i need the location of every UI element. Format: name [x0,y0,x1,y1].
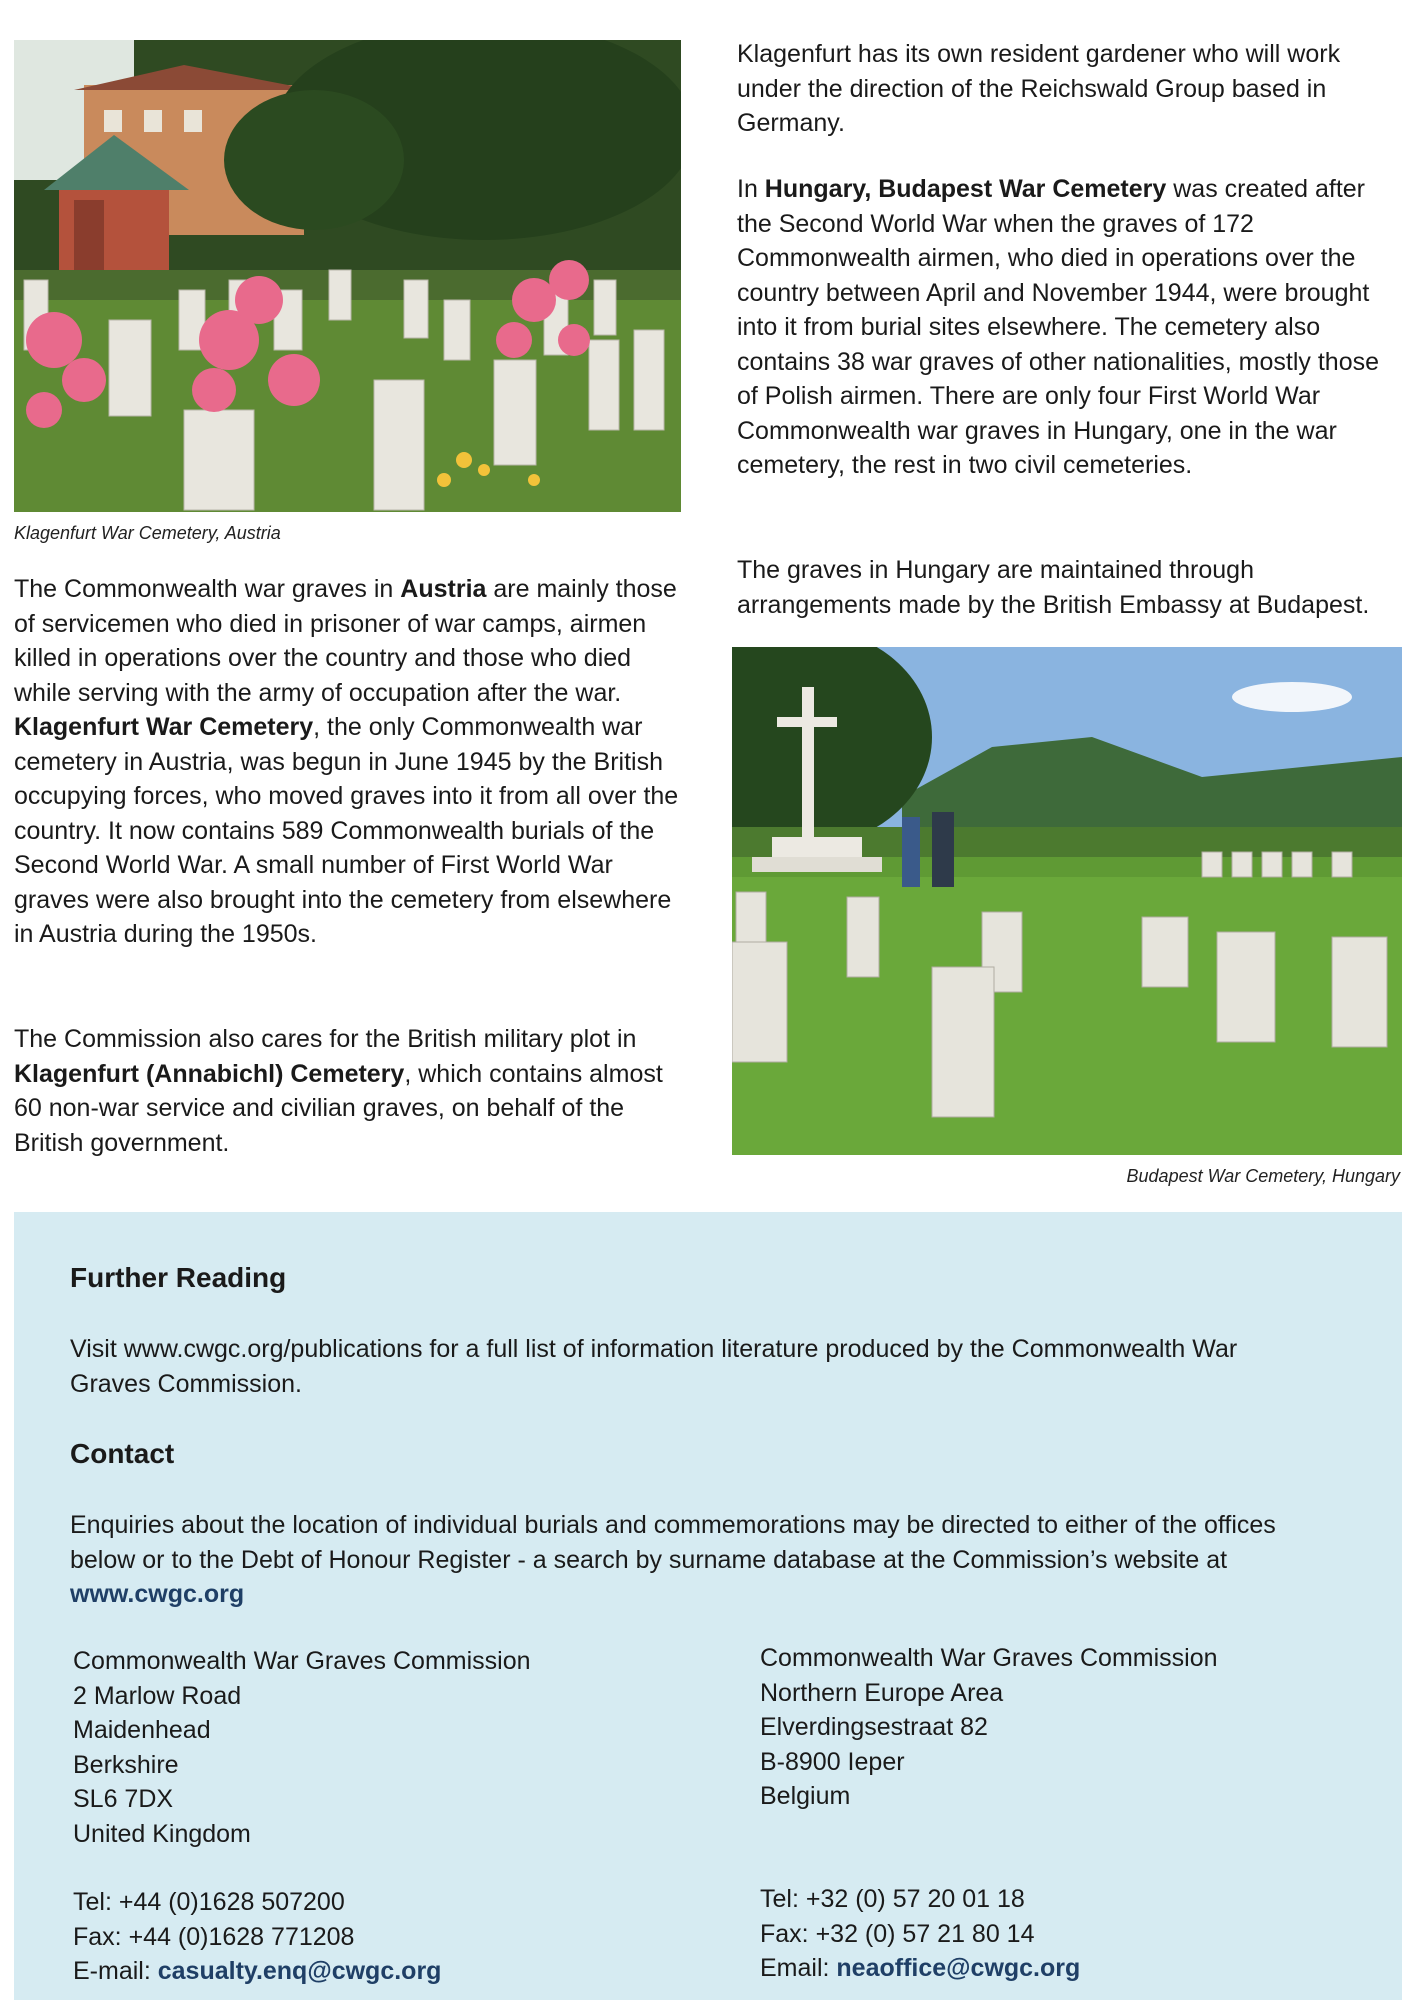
office-be-line: Northern Europe Area [760,1678,1004,1707]
office-uk-tel: Tel: +44 (0)1628 507200 [73,1888,345,1916]
office-uk-line: United Kingdom [73,1819,251,1848]
office-be-line: Belgium [760,1782,851,1810]
hungary-bold: Hungary, Budapest War Cemetery [764,175,1167,203]
contact-text: Enquiries about the location of individual burials and commemorations may be directed to either of the offices below or to the Debt of Honour Register - a search by surname database at the Commission’s website at www.cwgc.org [70,1511,1276,1608]
office-be-tel: Tel: +32 (0) 57 20 01 18 [760,1885,1025,1913]
contact-heading: Contact [70,1438,175,1469]
further-reading-text: Visit www.cwgc.org/publications for a full list of information literature produced by the Commonwealth War Graves Commission. [70,1335,1238,1398]
office-be-contact [760,1882,1380,1986]
office-be-line: B-8900 Ieper [760,1747,905,1776]
gardener-paragraph: Klagenfurt has its own resident gardener who will work under the direction of the Reichswald Group based in Germany. [737,40,1341,137]
office-be-address [760,1641,1380,1814]
austria-paragraph: The Commonwealth war graves in Austria are mainly those of servicemen who died in prisoner of war camps, airmen killed in operations over the country and those who died while serving with the army of occupation after the war. Klagenfurt War Cemetery, the only Commonwealth war cemetery in Austria, was begun in June 1945 by the British occupying forces, who moved graves into it from all over the country. It now contains 589 Commonwealth burials of the Second World War. A small number of First World War graves were also brought into the cemetery from elsewhere in Austria during the 1950s. [14,575,679,948]
hungary-paragraph: In Hungary, Budapest War Cemetery was created after the Second World War when the graves of 172 Commonwealth airmen, who died in operations over the country between April and November 1944, were brought into it from burial sites elsewhere. The cemetery also contains 38 war graves of other nationalities, mostly those of Polish airmen. There are only four First World War Commonwealth war graves in Hungary, one in the war cemetery, the rest in two civil cemeteries. [737,175,1380,479]
office-uk-email-link[interactable]: casualty.enq@cwgc.org [157,1957,442,1985]
office-uk-line: 2 Marlow Road [73,1681,242,1710]
further-reading-heading: Further Reading [70,1262,287,1293]
klagenfurt-caption: Klagenfurt War Cemetery, Austria [14,523,281,543]
klagenfurt-bold: Klagenfurt War Cemetery [14,713,314,741]
office-uk-address [73,1644,693,1851]
austria-bold: Austria [400,575,487,603]
office-uk-line: Berkshire [73,1750,179,1779]
office-uk-fax: Fax: +44 (0)1628 771208 [73,1922,355,1951]
office-uk-line: SL6 7DX [73,1785,174,1813]
office-be-email-label: Email: [760,1954,837,1982]
office-uk-line: Maidenhead [73,1716,211,1744]
budapest-photo [732,647,1402,1155]
budapest-caption: Budapest War Cemetery, Hungary [1126,1166,1400,1186]
office-be-line: Commonwealth War Graves Commission [760,1644,1218,1672]
hungary-maintenance-paragraph: The graves in Hungary are maintained through arrangements made by the British Embassy at Budapest. [737,556,1370,619]
annabichl-bold: Klagenfurt (Annabichl) Cemetery [14,1059,405,1088]
annabichl-paragraph: The Commission also cares for the British military plot in Klagenfurt (Annabichl) Cemetery, which contains almost 60 non-war service and civilian graves, on behalf of the British government. [14,1025,663,1157]
office-be-email-link[interactable]: neaoffice@cwgc.org [836,1954,1081,1982]
office-uk-line: Commonwealth War Graves Commission [73,1647,531,1675]
website-link[interactable]: www.cwgc.org [70,1580,245,1608]
klagenfurt-photo [14,40,681,512]
office-uk-contact [73,1885,693,1989]
office-uk-email-label: E-mail: [73,1957,158,1985]
office-be-line: Elverdingsestraat 82 [760,1713,988,1741]
office-be-fax: Fax: +32 (0) 57 21 80 14 [760,1919,1035,1948]
